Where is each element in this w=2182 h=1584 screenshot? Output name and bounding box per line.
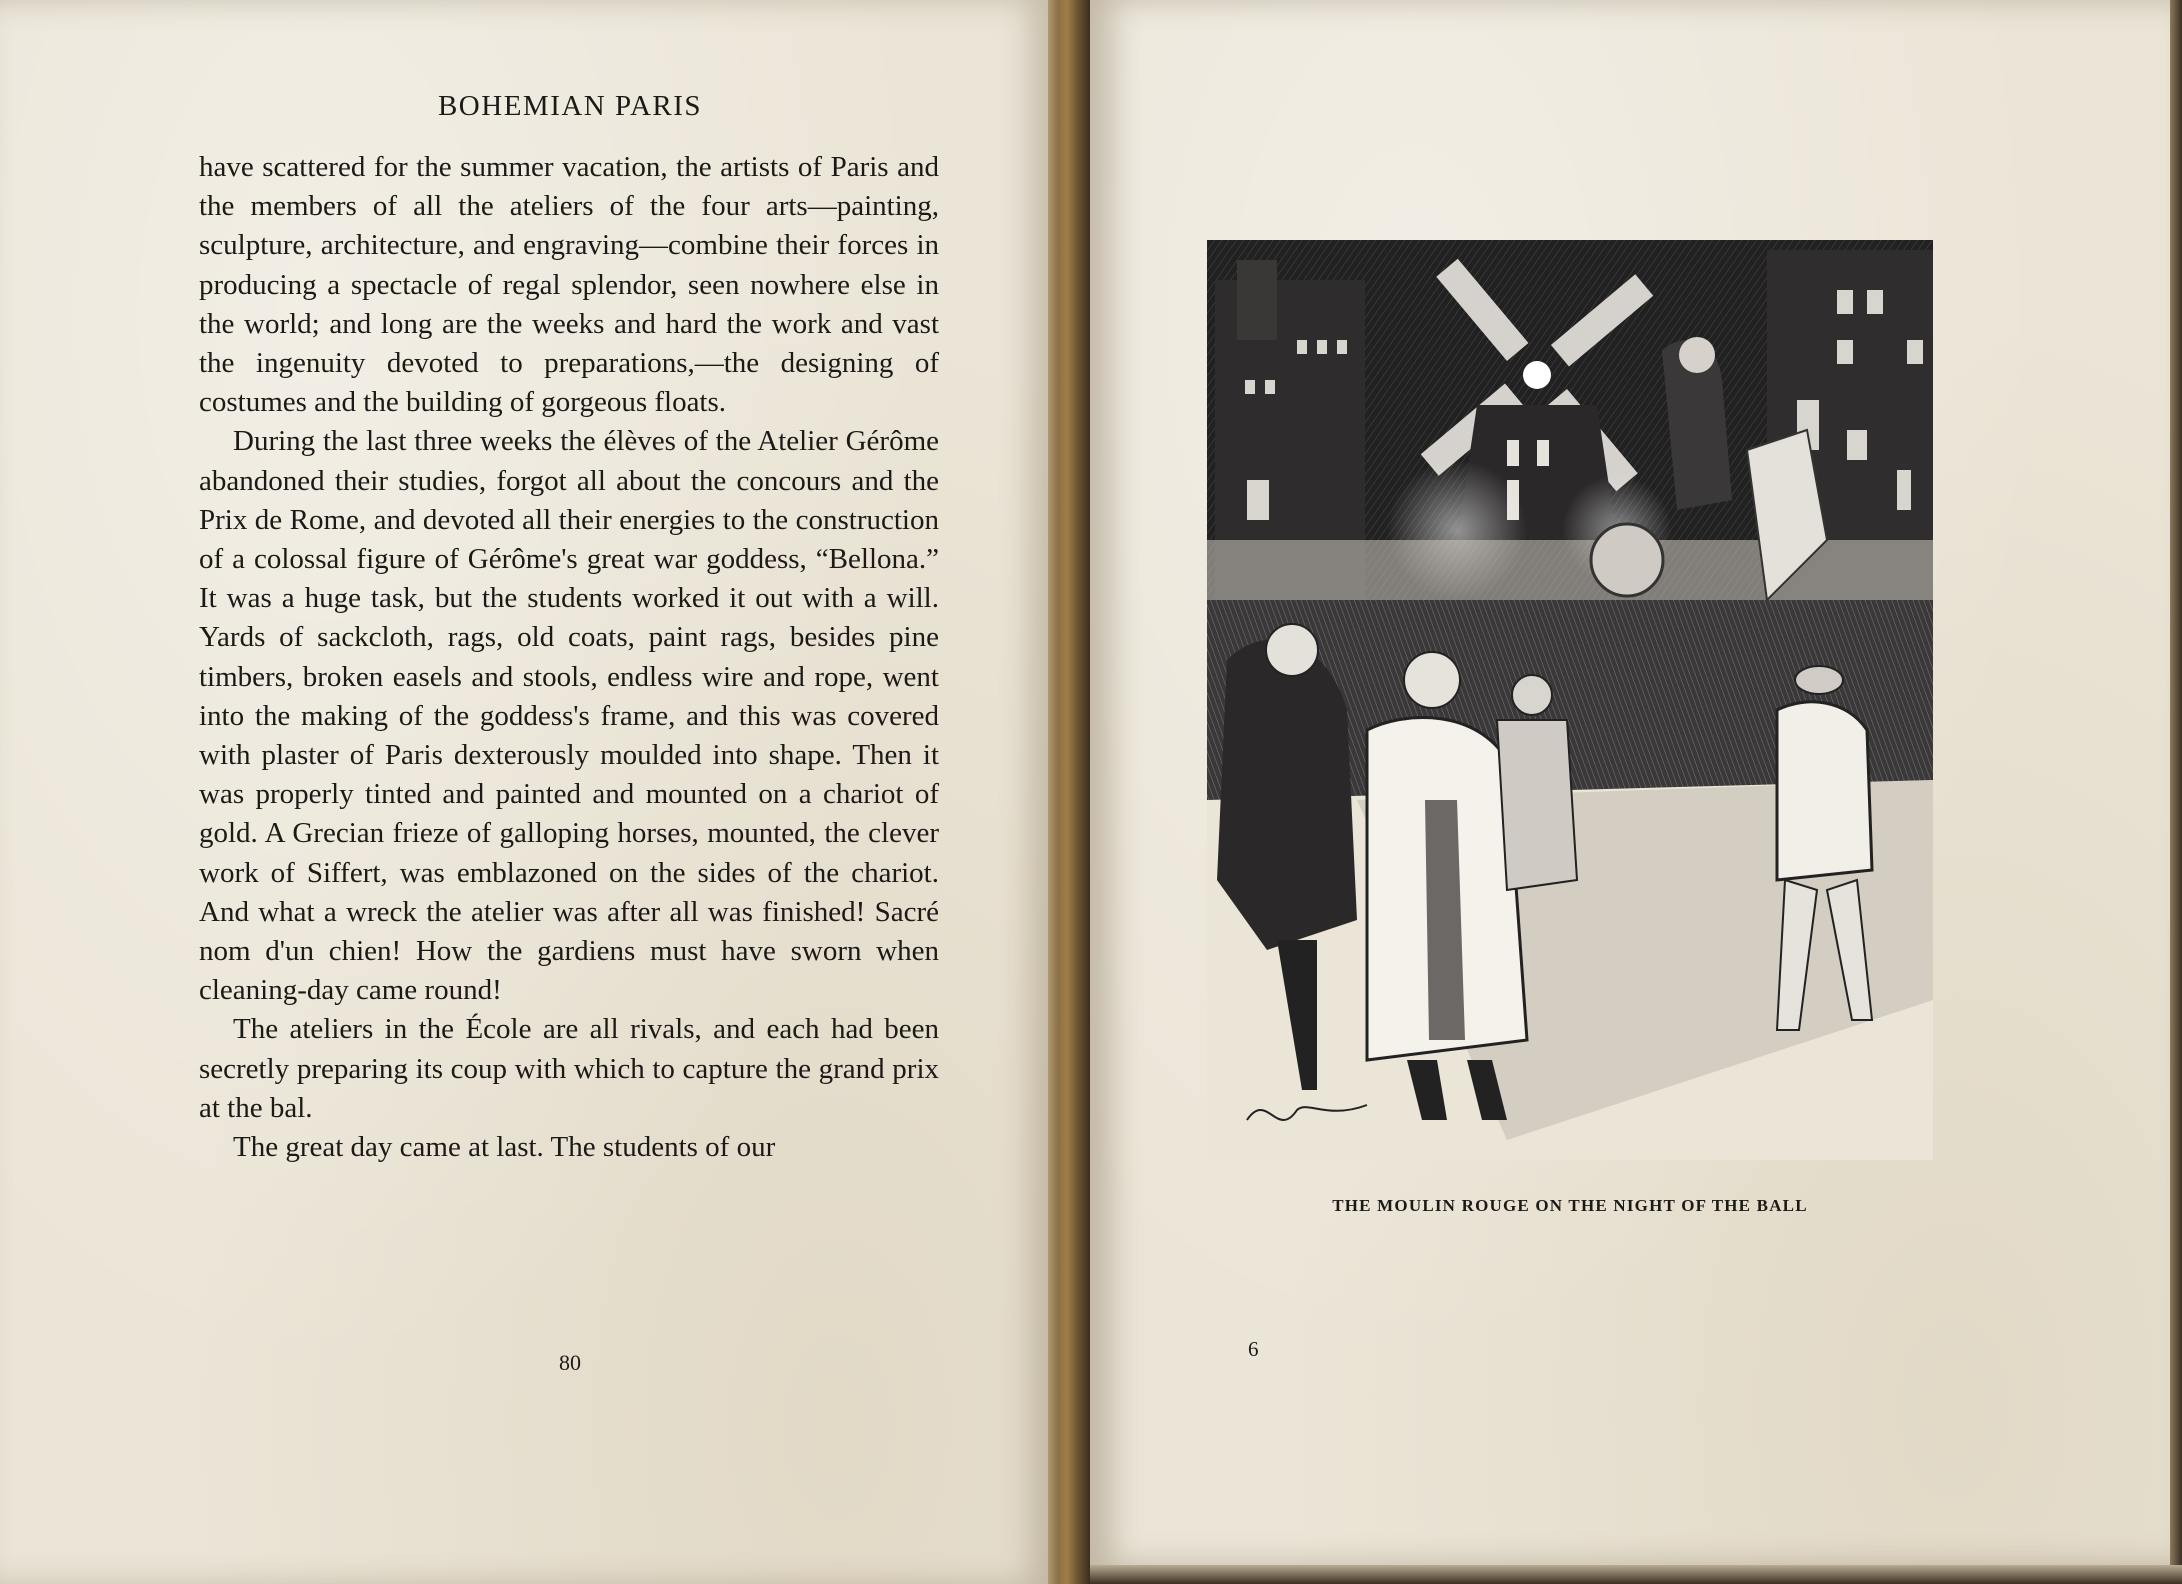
page-number-left: 80 <box>559 1350 581 1375</box>
paragraph-4: The great day came at last. The students of our <box>233 1131 776 1164</box>
page-number-right: 6 <box>1248 1337 1259 1361</box>
book-gutter <box>1048 0 1090 1584</box>
illustration-caption: THE MOULIN ROUGE ON THE NIGHT OF THE BALL <box>1332 1196 1808 1215</box>
page-edge <box>2170 0 2182 1584</box>
paragraph-2: During the last three weeks the élèves of the Atelier Gérôme abandoned their studies, forgot all about the concours and the Prix de Rome, and devoted all their energies to the construction of a colossal figure of Gérôme's great war goddess, “Bellona.” It was a huge task, but the students worked it out with a will. Yards of sackcloth, rags, old coats, paint rags, besides pine timbers, broken easels and stools, endless wire and rope, went into the making of the goddess's frame, and this was covered with plaster of Paris dexterously moulded into shape. Then it was properly tinted and painted and mounted on a chariot of gold. A Grecian frieze of galloping horses, mounted, the clever work of Siffert, was emblazoned on the sides of the chariot. And what a wreck the atelier was after all was finished! Sacré nom d'un chien! How the gardiens must have sworn when cleaning-day came round! <box>199 425 939 1007</box>
paragraph-1: have scattered for the summer vacation, the artists of Paris and the members of all the ateliers of the four arts—painting, sculpture, architecture, and engraving—combine their forces in producing a spectacle of regal splendor, seen nowhere else in the world; and long are the weeks and hard the work and vast the ingenuity devoted to preparations,—the designing of costumes and the building of gorgeous floats. <box>199 151 939 419</box>
page-edge-bottom <box>1090 1565 2182 1584</box>
moulin-rouge-illustration <box>1207 240 1933 1160</box>
running-head: BOHEMIAN PARIS <box>437 90 703 122</box>
paragraph-3: The ateliers in the École are all rivals, and each had been secretly preparing its coup with which to capture the grand prix at the bal. <box>199 1013 939 1124</box>
left-page <box>0 0 1048 1584</box>
body-text <box>199 148 939 1167</box>
